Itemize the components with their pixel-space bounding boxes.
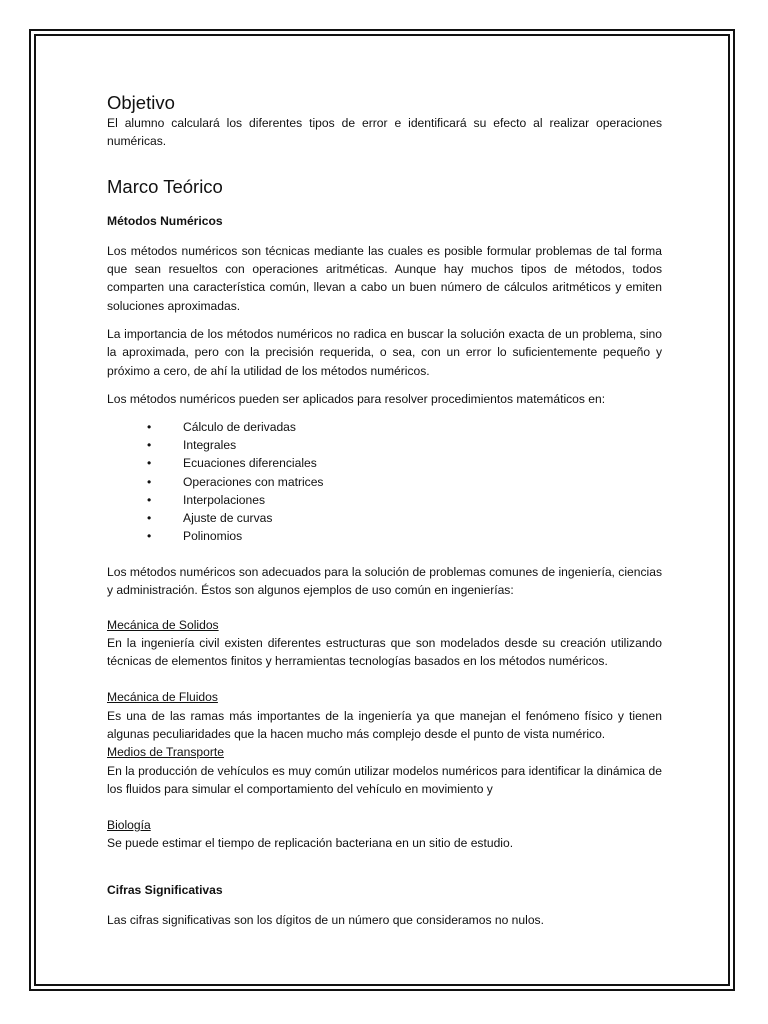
example-solid-mechanics <box>107 616 662 671</box>
paragraph-applications: Los métodos numéricos pueden ser aplicados para resolver procedimientos matemáticos en: <box>107 391 606 406</box>
bullet-icon: • <box>147 492 152 507</box>
list-item <box>107 491 662 509</box>
list-item-label: Operaciones con matrices <box>183 474 324 489</box>
objetivo-title: Objetivo <box>107 92 175 113</box>
spacer <box>107 670 662 688</box>
list-item <box>107 454 662 472</box>
spacer <box>107 798 662 816</box>
example-body: Se puede estimar el tiempo de replicación bacteriana en un sitio de estudio. <box>107 836 514 851</box>
paragraph-definition: Los métodos numéricos son técnicas mediante las cuales es posible formular problemas de tal forma que sean resueltos con operaciones aritméticas. Aunque hay muchos tipos de métodos, todos comparten una característica común, llevan a cabo un buen número de cálculos aritméticos y emiten soluciones aproximadas. <box>107 243 662 313</box>
example-title: Medios de Transporte <box>107 745 224 760</box>
spacer <box>107 853 662 881</box>
marco-teorico-title: Marco Teórico <box>107 175 223 197</box>
bullet-icon: • <box>147 528 152 543</box>
list-item-label: Integrales <box>183 438 237 453</box>
list-item-label: Interpolaciones <box>183 492 266 507</box>
list-item <box>107 473 662 491</box>
example-transport <box>107 743 662 798</box>
list-item-label: Ajuste de curvas <box>183 510 273 525</box>
paragraph-cifras: Las cifras significativas son los dígitos de un número que consideramos no nulos. <box>107 913 544 928</box>
paragraph-importance: La importancia de los métodos numéricos no radica en buscar la solución exacta de un problema, sino la aproximada, pero con la precisión requerida, o sea, con un error lo suficientemente pequeño y próximo a cero, de ahí la utilidad de los métodos numéricos. <box>107 327 662 378</box>
metodos-numericos-heading: Métodos Numéricos <box>107 213 223 228</box>
list-item-label: Polinomios <box>183 528 243 543</box>
example-title: Mecánica de Solidos <box>107 617 219 632</box>
list-item <box>107 418 662 436</box>
example-biology <box>107 816 662 853</box>
objetivo-text: El alumno calculará los diferentes tipos de error e identificará su efecto al realizar operaciones numéricas. <box>107 116 662 149</box>
bullet-icon: • <box>147 510 152 525</box>
list-item-label: Ecuaciones diferenciales <box>183 456 317 471</box>
bullet-icon: • <box>147 456 152 471</box>
example-title: Mecánica de Fluidos <box>107 690 218 705</box>
list-item <box>107 527 662 545</box>
bullet-icon: • <box>147 438 152 453</box>
bullet-icon: • <box>147 420 152 435</box>
document-body <box>107 92 662 939</box>
list-item-label: Cálculo de derivadas <box>183 420 296 435</box>
list-item <box>107 436 662 454</box>
example-body: En la ingeniería civil existen diferentes estructuras que son modelados desde su creación utilizando técnicas de elementos finitos y herramientas tecnologías basados en los métodos numéricos. <box>107 635 662 669</box>
list-item <box>107 509 662 527</box>
applications-list <box>107 418 662 545</box>
example-title: Biología <box>107 818 151 833</box>
example-body: Es una de las ramas más importantes de la ingeniería ya que manejan el fenómeno físico y tienen algunas peculiaridades que la hacen mucho más complejo desde el punto de vista numérico. <box>107 708 662 741</box>
cifras-significativas-heading: Cifras Significativas <box>107 882 223 897</box>
example-body: En la producción de vehículos es muy común utilizar modelos numéricos para identificar la dinámica de los fluidos para simular el comportamiento del vehículo en movimiento y <box>107 763 662 796</box>
bullet-icon: • <box>147 474 152 489</box>
paragraph-examples-intro: Los métodos numéricos son adecuados para la solución de problemas comunes de ingeniería, ciencias y administración. Éstos son algunos ejemplos de uso común en ingenierías: <box>107 564 662 598</box>
example-fluid-mechanics <box>107 688 662 743</box>
